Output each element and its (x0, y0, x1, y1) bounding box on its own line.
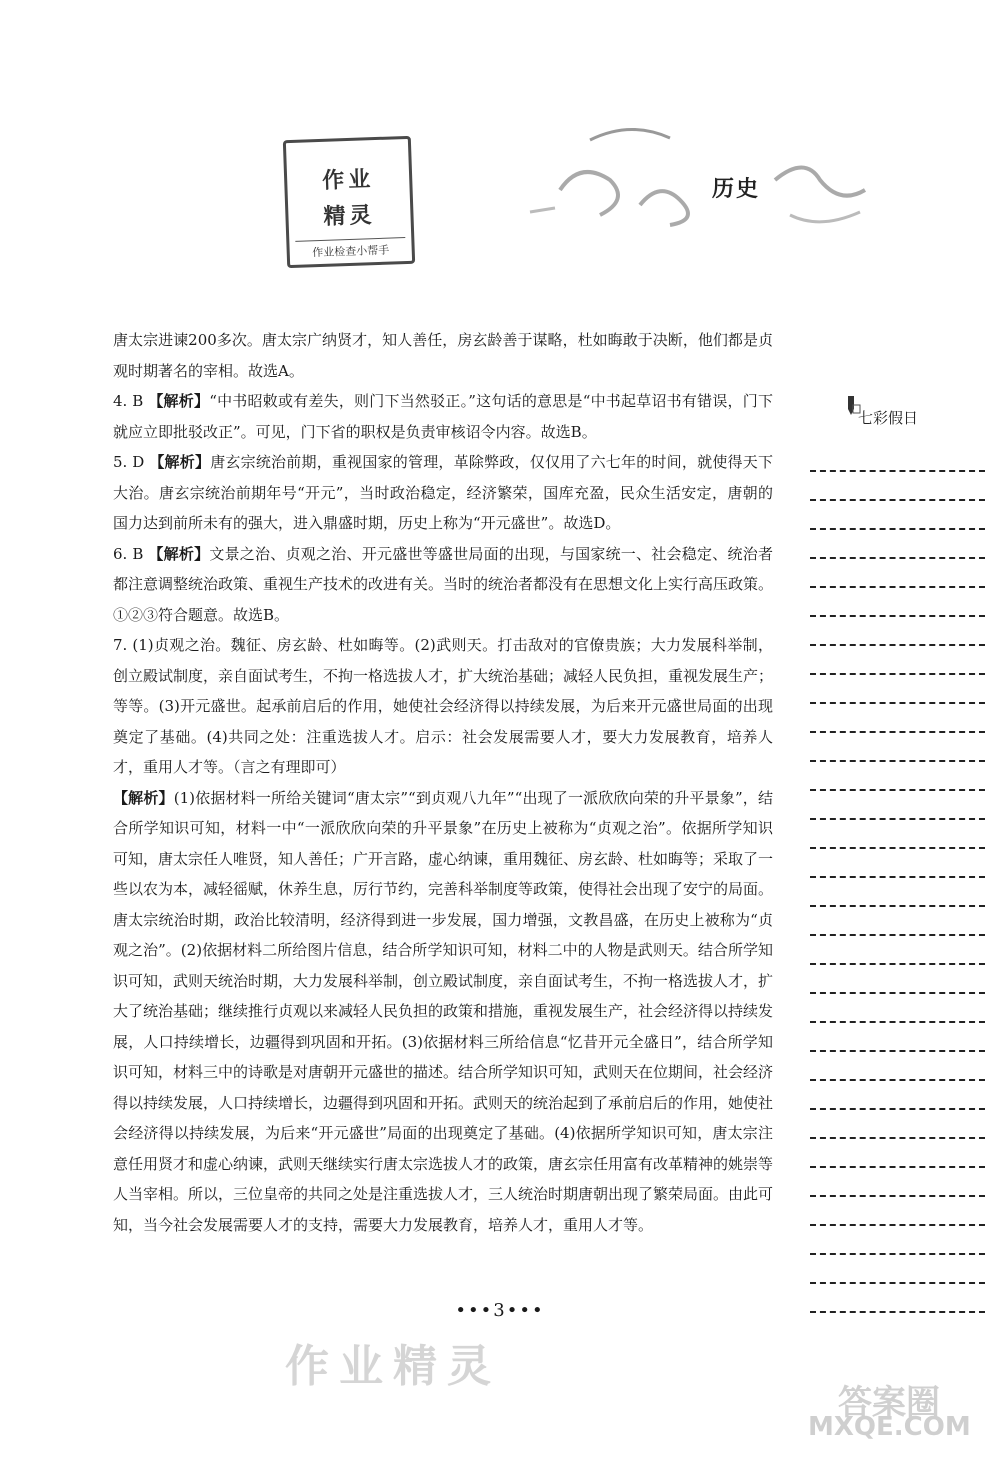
analysis-text: “中书昭敕或有差失，则门下当然驳正。”这句话的意思是“中书起草诏书有错误，门下就应立即批驳改正”。可见，门下省的职权是负责审核诏令内容。故选B。 (113, 392, 773, 441)
analysis-tag: 【解析】 (148, 392, 210, 410)
note-line (810, 878, 985, 907)
note-line (810, 1197, 985, 1226)
note-line (810, 965, 985, 994)
note-line (810, 501, 985, 530)
note-line (810, 1168, 985, 1197)
question-number: 5. D (113, 453, 145, 471)
subject-label: 历史 (712, 176, 761, 202)
note-line (810, 849, 985, 878)
analysis-text: (1)依据材料一所给关键词“唐太宗”“到贞观八九年”“出现了一派欣欣向荣的升平景象”，结合所学知识可知，材料一中“一派欣欣向荣的升平景象”在历史上被称为“贞观之治”。依据所学知识可知，唐太宗任人唯贤，知人善任；广开言路，虚心纳谏，重用魏征、房玄龄、杜如晦等；采取了一些以农为本，减轻徭赋，休养生息，厉行节约，完善科举制度等政策，使得社会出现了安宁的局面。唐太宗统治时期，政治比较清明，经济得到进一步发展，国力增强，文教昌盛，在历史上被称为“贞观之治”。(2)依据材料二所给图片信息，结合所学知识可知，材料二中的人物是武则天。结合所学知识可知，武则天统治时期，大力发展科举制，创立殿试制度，亲自面试考生，不拘一格选拔人才，扩大了统治基础；继续推行贞观以来减轻人民负担的政策和措施，重视发展生产，社会经济得以持续发展，人口持续增长，边疆得到巩固和开拓。(3)依据材料三所给信息“忆昔开元全盛日”，结合所学知识可知，材料三中的诗歌是对唐朝开元盛世的描述。结合所学知识可知，武则天在位期间，社会经济得以持续发展，人口持续增长，边疆得到巩固和开拓。武则天的统治起到了承前启后的作用，她使社会经济得以持续发展，为后来“开元盛世”局面的出现奠定了基础。(4)依据所学知识可知，唐太宗注意任用贤才和虚心纳谏，武则天继续实行唐太宗选拔人才的政策，唐玄宗任用富有改革精神的姚崇等人当宰相。所以，三位皇帝的共同之处是注重选拔人才，三人统治时期唐朝出现了繁荣局面。由此可知，当今社会发展需要人才的支持，需要大力发展教育，培养人才，重用人才等。 (113, 788, 774, 1234)
watermark-bottom: 作业精灵 (285, 1341, 501, 1392)
paragraph-3 (113, 447, 773, 539)
analysis-tag: 【解析】 (149, 453, 211, 471)
sidebar-title: 七彩假日 (858, 409, 919, 427)
note-line (810, 1110, 985, 1139)
watermark-site: MXQE.COM (808, 1412, 971, 1442)
analysis-text: 文景之治、贞观之治、开元盛世等盛世局面的出现，与国家统一、社会稳定、统治者都注意调整统治政策、重视生产技术的改进有关。当时的统治者都没有在思想文化上实行高压政策。①②③符合题意。故选B。 (113, 544, 774, 624)
page-number: •••3••• (455, 1300, 545, 1321)
note-line (810, 588, 985, 617)
note-lines (810, 443, 985, 1313)
analysis-text: 唐玄宗统治前期，重视国家的管理，革除弊政，仅仅用了六七年的时间，就使得天下大治。唐玄宗统治前期年号“开元”，当时政治稳定，经济繁荣，国库充盈，民众生活安定，唐朝的国力达到前所未有的强大，进入鼎盛时期，历史上称为“开元盛世”。故选D。 (113, 453, 773, 532)
note-line (810, 1255, 985, 1284)
analysis-tag: 【解析】 (113, 788, 174, 807)
paragraph-4 (113, 539, 773, 631)
note-line (810, 530, 985, 559)
note-line (810, 472, 985, 501)
stamp-logo (283, 136, 415, 268)
stamp-line-1: 作业 (321, 166, 375, 194)
note-line (810, 646, 985, 675)
note-line (810, 791, 985, 820)
note-line (810, 762, 985, 791)
note-line (810, 704, 985, 733)
note-line (810, 1052, 985, 1081)
paragraph-6 (113, 783, 773, 1241)
note-line (810, 675, 985, 704)
note-line (810, 733, 985, 762)
note-line (810, 1226, 985, 1255)
note-line (810, 1139, 985, 1168)
stamp-line-2: 精灵 (323, 202, 376, 230)
analysis-tag: 【解析】 (148, 544, 210, 563)
note-line (810, 820, 985, 849)
note-line (810, 936, 985, 965)
note-line (810, 907, 985, 936)
note-line (810, 994, 985, 1023)
note-line (810, 1081, 985, 1110)
question-number: 6. B (113, 544, 144, 563)
note-line (810, 443, 985, 472)
watermark-logo: 答案圈 (838, 1383, 940, 1423)
note-line (810, 617, 985, 646)
question-number: 4. B (113, 392, 144, 410)
note-line (810, 559, 985, 588)
paragraph-5: 7. (1)贞观之治。魏征、房玄龄、杜如晦等。(2)武则天。打击敌对的官僚贵族；大力发展科举制，创立殿试制度，亲自面试考生，不拘一格选拔人才，扩大统治基础；减轻人民负担，重视发展生产；等等。(3)开元盛世。起承前启后的作用，她使社会经济得以持续发展，为后来开元盛世局面的出现奠定了基础。(4)共同之处：注重选拔人才。启示：社会发展需要人才，要大力发展教育，培养人才，重用人才等。（言之有理即可） (113, 636, 774, 776)
decorative-banner-icon (520, 120, 880, 240)
stamp-line-3: 作业检查小帮手 (295, 237, 406, 261)
paragraph-2 (113, 386, 773, 447)
paragraph-1: 唐太宗进谏200多次。唐太宗广纳贤才，知人善任，房玄龄善于谋略，杜如晦敢于决断，他们都是贞观时期著名的宰相。故选A。 (113, 331, 773, 380)
note-line (810, 1023, 985, 1052)
answer-content (113, 325, 773, 1240)
